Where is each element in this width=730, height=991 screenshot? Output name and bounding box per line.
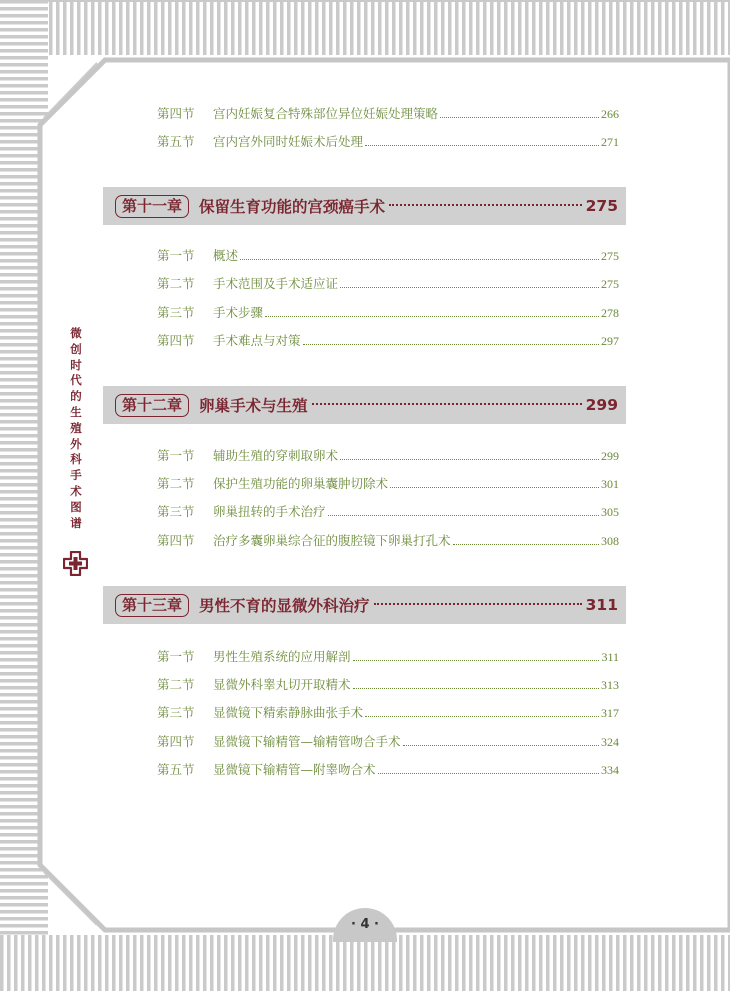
dot-leader: [353, 660, 600, 661]
page-ref: 275: [601, 249, 619, 263]
section-number: 第四节: [157, 734, 195, 749]
chapter-title: 男性不育的显微外科治疗: [199, 597, 370, 615]
vertical-book-title: 微创时代的生殖外科手术图谱: [70, 326, 82, 530]
section-number: 第一节: [157, 448, 195, 463]
dot-leader: [303, 344, 599, 345]
section-title: 保护生殖功能的卵巢囊肿切除术: [213, 476, 389, 491]
toc-entry[interactable]: [157, 303, 619, 323]
section-title: 显微外科睾丸切开取精术: [213, 677, 351, 692]
dot-leader: [390, 487, 599, 488]
chapter-heading-13[interactable]: [103, 586, 626, 624]
chapter-page: 299: [585, 396, 618, 414]
section-number: 第二节: [157, 677, 195, 692]
section-number: 第二节: [157, 476, 195, 491]
section-title: 宫内妊娠复合特殊部位异位妊娠处理策略: [213, 106, 439, 121]
page-ref: 271: [601, 135, 619, 149]
toc-entry[interactable]: [157, 331, 619, 351]
chapter-heading-12[interactable]: [103, 386, 626, 424]
dot-leader: [353, 688, 599, 689]
page-ref: 305: [601, 505, 619, 519]
page-ref: 311: [601, 650, 619, 664]
page-ref: 334: [601, 763, 619, 777]
section-title: 显微镜下输精管—输精管吻合手术: [213, 734, 401, 749]
page-ref: 275: [601, 277, 619, 291]
page-ref: 278: [601, 306, 619, 320]
toc-entry[interactable]: [157, 474, 619, 494]
page-number: · 4 ·: [333, 908, 397, 942]
toc-entry[interactable]: [157, 760, 619, 780]
dot-leader: [440, 117, 599, 118]
medical-cross-icon: [63, 551, 88, 576]
dot-leader: [378, 773, 599, 774]
dot-leader: [340, 459, 599, 460]
section-number: 第三节: [157, 705, 195, 720]
dot-leader: [453, 544, 599, 545]
section-title: 治疗多囊卵巢综合征的腹腔镜下卵巢打孔术: [213, 533, 451, 548]
chapter-title: 卵巢手术与生殖: [199, 397, 308, 415]
toc-entry[interactable]: [157, 104, 619, 124]
dot-leader: [389, 204, 582, 206]
chapter-heading-11[interactable]: [103, 187, 626, 225]
dot-leader: [403, 745, 599, 746]
section-title: 宫内宫外同时妊娠术后处理: [213, 134, 364, 149]
chapter-number: 第十三章: [115, 594, 189, 617]
section-title: 辅助生殖的穿刺取卵术: [213, 448, 339, 463]
section-title: 手术步骤: [213, 305, 264, 320]
toc-entry[interactable]: [157, 274, 619, 294]
section-title: 手术范围及手术适应证: [213, 276, 339, 291]
section-title: 手术难点与对策: [213, 333, 301, 348]
toc-entry[interactable]: [157, 647, 619, 667]
dot-leader: [374, 603, 582, 605]
chapter-number: 第十一章: [115, 195, 189, 218]
dot-leader: [340, 287, 599, 288]
page-ref: 313: [601, 678, 619, 692]
section-title: 男性生殖系统的应用解剖: [213, 649, 351, 664]
dot-leader: [312, 403, 582, 405]
section-number: 第五节: [157, 762, 195, 777]
section-number: 第三节: [157, 305, 195, 320]
section-number: 第一节: [157, 649, 195, 664]
section-number: 第三节: [157, 504, 195, 519]
toc-entry[interactable]: [157, 446, 619, 466]
chapter-title: 保留生育功能的宫颈癌手术: [199, 198, 386, 216]
dot-leader: [328, 515, 599, 516]
dot-leader: [265, 316, 599, 317]
toc-entry[interactable]: [157, 675, 619, 695]
section-title: 显微镜下输精管—附睾吻合术: [213, 762, 376, 777]
section-number: 第一节: [157, 248, 195, 263]
chapter-page: 311: [585, 596, 618, 614]
toc-entry[interactable]: [157, 246, 619, 266]
toc-entry[interactable]: [157, 732, 619, 752]
page-ref: 297: [601, 334, 619, 348]
dot-leader: [240, 259, 599, 260]
page-ref: 266: [601, 107, 619, 121]
page-ref: 324: [601, 735, 619, 749]
section-number: 第四节: [157, 333, 195, 348]
toc-entry[interactable]: [157, 132, 619, 152]
toc-entry[interactable]: [157, 502, 619, 522]
section-title: 显微镜下精索静脉曲张手术: [213, 705, 364, 720]
chapter-number: 第十二章: [115, 394, 189, 417]
section-number: 第二节: [157, 276, 195, 291]
section-number: 第四节: [157, 106, 195, 121]
dot-leader: [365, 716, 599, 717]
toc-entry[interactable]: [157, 531, 619, 551]
dot-leader: [365, 145, 599, 146]
toc-entry[interactable]: [157, 703, 619, 723]
section-number: 第五节: [157, 134, 195, 149]
section-number: 第四节: [157, 533, 195, 548]
section-title: 卵巢扭转的手术治疗: [213, 504, 326, 519]
page-ref: 299: [601, 449, 619, 463]
section-title: 概述: [213, 248, 239, 263]
page-ref: 308: [601, 534, 619, 548]
page-ref: 317: [601, 706, 619, 720]
chapter-page: 275: [585, 197, 618, 215]
page-ref: 301: [601, 477, 619, 491]
